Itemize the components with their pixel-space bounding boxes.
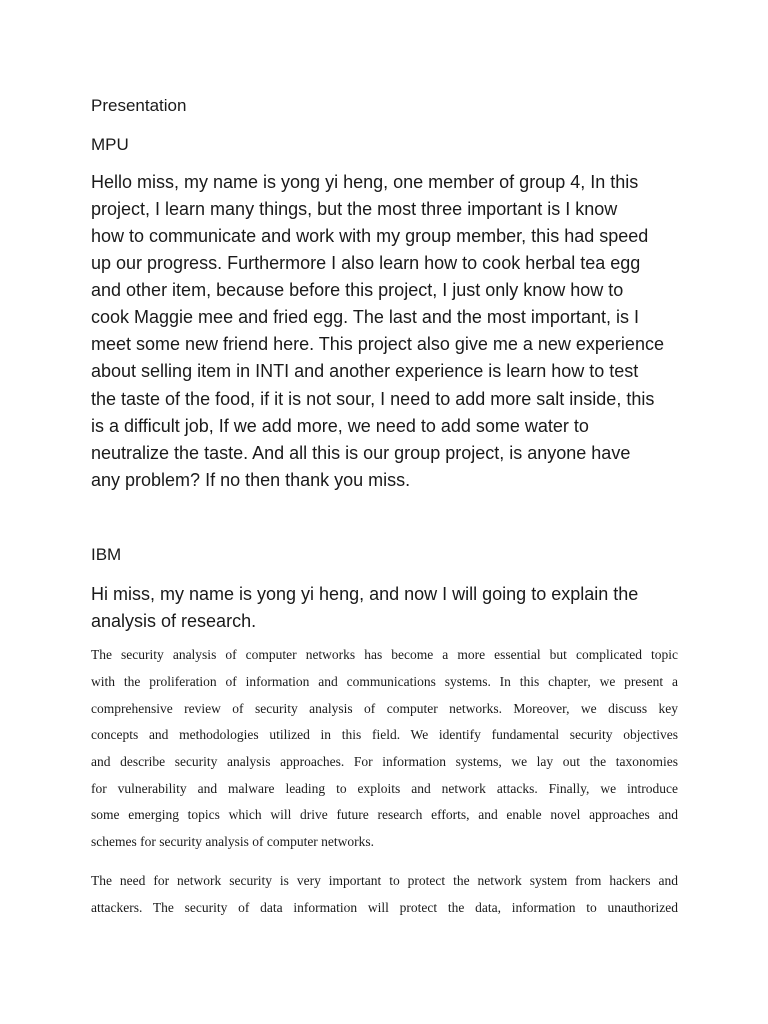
heading-mpu: MPU (91, 135, 129, 154)
paragraph-line: meet some new friend here. This project also give me a new experience (91, 334, 664, 354)
paragraph-line: the taste of the food, if it is not sour, I need to add more salt inside, this (91, 389, 655, 409)
paragraph-line: any problem? If no then thank you miss. (91, 470, 411, 490)
paragraph-line: attackers. The security of data information will protect the data, information to unauthorized (91, 900, 678, 915)
paragraph-line: and describe security analysis approaches. For information systems, we lay out the taxonomies (91, 754, 678, 769)
paragraph-line: cook Maggie mee and fried egg. The last and the most important, is I (91, 307, 639, 327)
paragraph-line: comprehensive review of security analysis of computer networks. Moreover, we discuss key (91, 701, 678, 716)
paragraph-line: The need for network security is very important to protect the network system from hackers and (91, 873, 678, 888)
paragraph-line: with the proliferation of information and communications systems. In this chapter, we present a (91, 674, 678, 689)
paragraph-line: some emerging topics which will drive future research efforts, and enable novel approaches and (91, 807, 678, 822)
paragraph-line: up our progress. Furthermore I also learn how to cook herbal tea egg (91, 253, 641, 273)
heading-presentation: Presentation (91, 96, 187, 115)
paragraph-line: Hi miss, my name is yong yi heng, and now I will going to explain the (91, 584, 639, 604)
paragraph-line: neutralize the taste. And all this is our group project, is anyone have (91, 443, 631, 463)
paragraph-line: is a difficult job, If we add more, we need to add some water to (91, 416, 589, 436)
paragraph-line: The security analysis of computer networks has become a more essential but complicated topic (91, 647, 678, 662)
paragraph-line: for vulnerability and malware leading to exploits and network attacks. Finally, we introduce (91, 781, 678, 796)
paragraph-line: and other item, because before this project, I just only know how to (91, 280, 624, 300)
paragraph-line: analysis of research. (91, 611, 257, 631)
paragraph-line: schemes for security analysis of computer networks. (91, 834, 375, 849)
paragraph-line: how to communicate and work with my group member, this had speed (91, 226, 649, 246)
paragraph-line: Hello miss, my name is yong yi heng, one member of group 4, In this (91, 172, 639, 192)
paragraph-line: project, I learn many things, but the most three important is I know (91, 199, 618, 219)
paragraph-line: about selling item in INTI and another experience is learn how to test (91, 361, 639, 381)
heading-ibm: IBM (91, 545, 122, 564)
paragraph-line: concepts and methodologies utilized in this field. We identify fundamental security objectives (91, 727, 678, 742)
